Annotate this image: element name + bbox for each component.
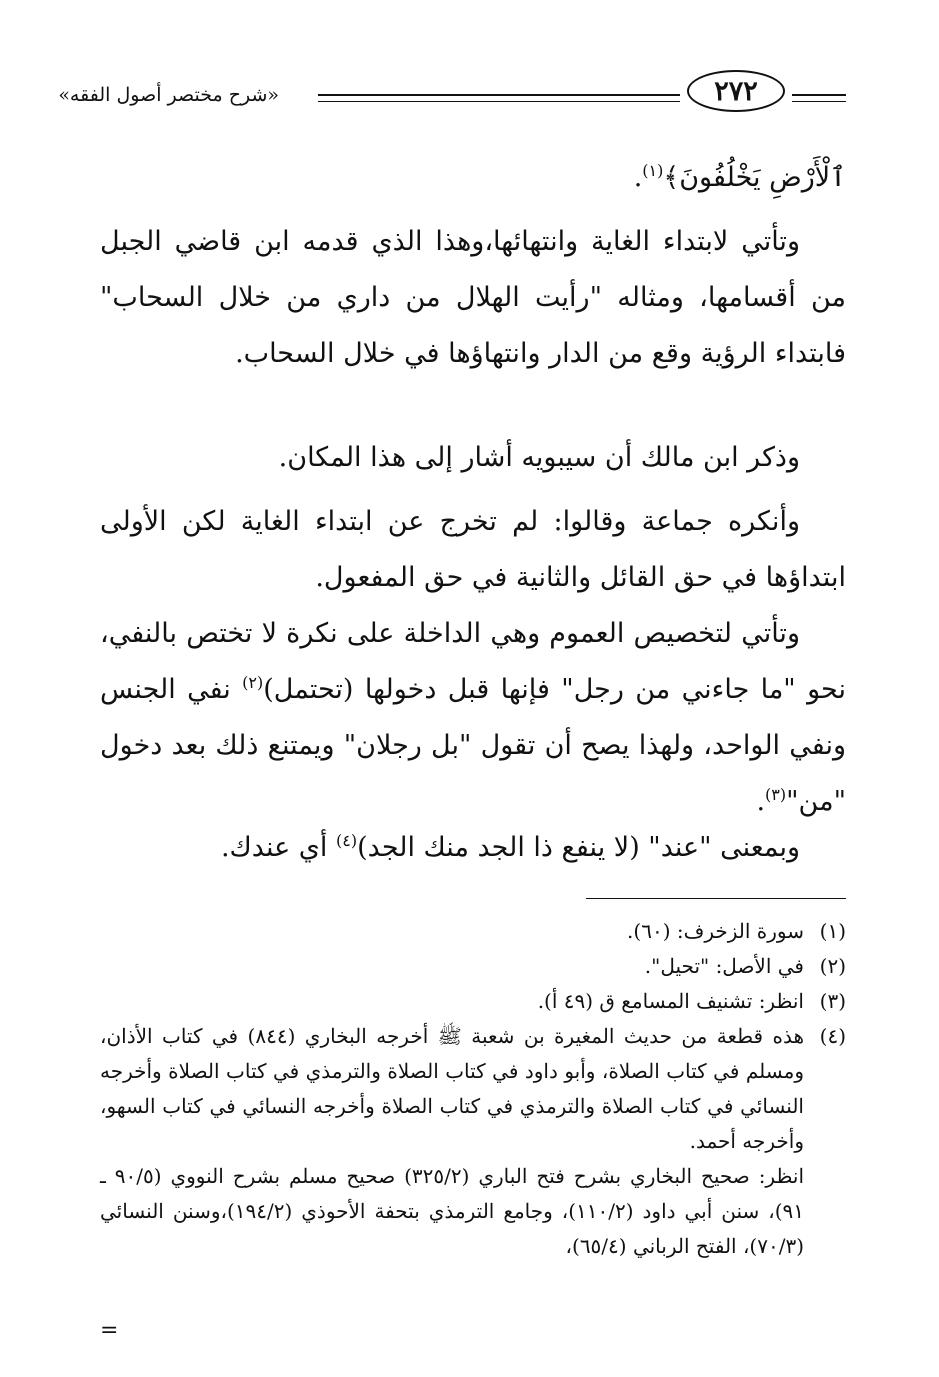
footnote-4: (٤) هذه قطعة من حديث المغيرة بن شعبة ﷺ أخرجه البخاري (٨٤٤) في كتاب الأذان، ومسلم في كتاب الصلاة، وأبو داود في كتاب الصلاة والترمذي في كتاب الصلاة وأخرجه النسائي في كتاب الصلاة والترمذي في كتاب الصلاة وأخرجه النسائي في كتاب السهو، وأخرجه أحمد. bbox=[100, 1024, 846, 1153]
header-rule-left bbox=[318, 94, 680, 96]
footnote-ref-1: (١) bbox=[642, 161, 664, 180]
footnote-2: (٢) في الأصل: "تحيل". bbox=[644, 954, 846, 978]
paragraph-4: وتأتي لتخصيص العموم وهي الداخلة على نكرة لا تختص بالنفي، نحو "ما جاءني من رجل" فإنها قبل دخولها (تحتمل)$^{(٢)}$ نفي الجنس ونفي الواحد، ولهذا يصح أن تقول "بل رجلان" ويمتنع ذلك بعد دخول "من"$^{(٣)}$. bbox=[100, 618, 846, 817]
paragraph-1: وتأتي لابتداء الغاية وانتهائها،وهذا الذي قدمه ابن قاضي الجبل من أقسامها، ومثاله "رأيت الهلال من داري من خلال السحاب" فابتداء الرؤية وقع من الدار وانتهاؤها في خلال السحاب. bbox=[100, 226, 846, 369]
paragraph-2: وذكر ابن مالك أن سيبويه أشار إلى هذا المكان. bbox=[278, 442, 800, 473]
paragraph-5: وبمعنى "عند" (لا ينفع ذا الجد منك الجد)$^{(٤)}$ أي عندك. bbox=[220, 831, 800, 863]
page-number: ٢٧٢ bbox=[687, 70, 785, 112]
book-title: «شرح مختصر أصول الفقه» bbox=[58, 84, 279, 106]
footnote-separator bbox=[586, 898, 846, 899]
continuation-mark: = bbox=[100, 1318, 119, 1343]
footnote-4-continuation: انظر: صحيح البخاري بشرح فتح الباري (٣٢٥/٢) صحيح مسلم بشرح النووي (٩٠/٥ ـ ٩١)، سنن أبي داود (١١٠/٢)، وجامع الترمذي بتحفة الأحوذي (١٩٤/٢)،وسنن النسائي (٧٠/٣)، الفتح الرباني (٦٥/٤)، bbox=[100, 1164, 805, 1258]
footnote-ref-3: (٣) bbox=[765, 785, 787, 804]
footnotes bbox=[100, 914, 846, 1264]
footnote-ref-2: (٢) bbox=[242, 673, 264, 692]
main-text bbox=[100, 150, 846, 206]
footnote-1: (١) سورة الزخرف: (٦٠). bbox=[627, 919, 846, 943]
header-rule-right bbox=[792, 94, 846, 96]
quran-verse-tail: ٱلْأَرْضِ يَخْلُفُونَ﴾$^{(١)}$. bbox=[633, 161, 846, 193]
footnote-3: (٣) انظر: تشنيف المسامع ق (٤٩ أ). bbox=[537, 989, 846, 1013]
header-rule-left-thin bbox=[318, 101, 680, 102]
header-rule-right-thin bbox=[792, 101, 846, 102]
paragraph-3: وأنكره جماعة وقالوا: لم تخرج عن ابتداء الغاية لكن الأولى ابتداؤها في حق القائل والثانية في حق المفعول. bbox=[100, 506, 846, 593]
footnote-ref-4: (٤) bbox=[336, 831, 358, 850]
